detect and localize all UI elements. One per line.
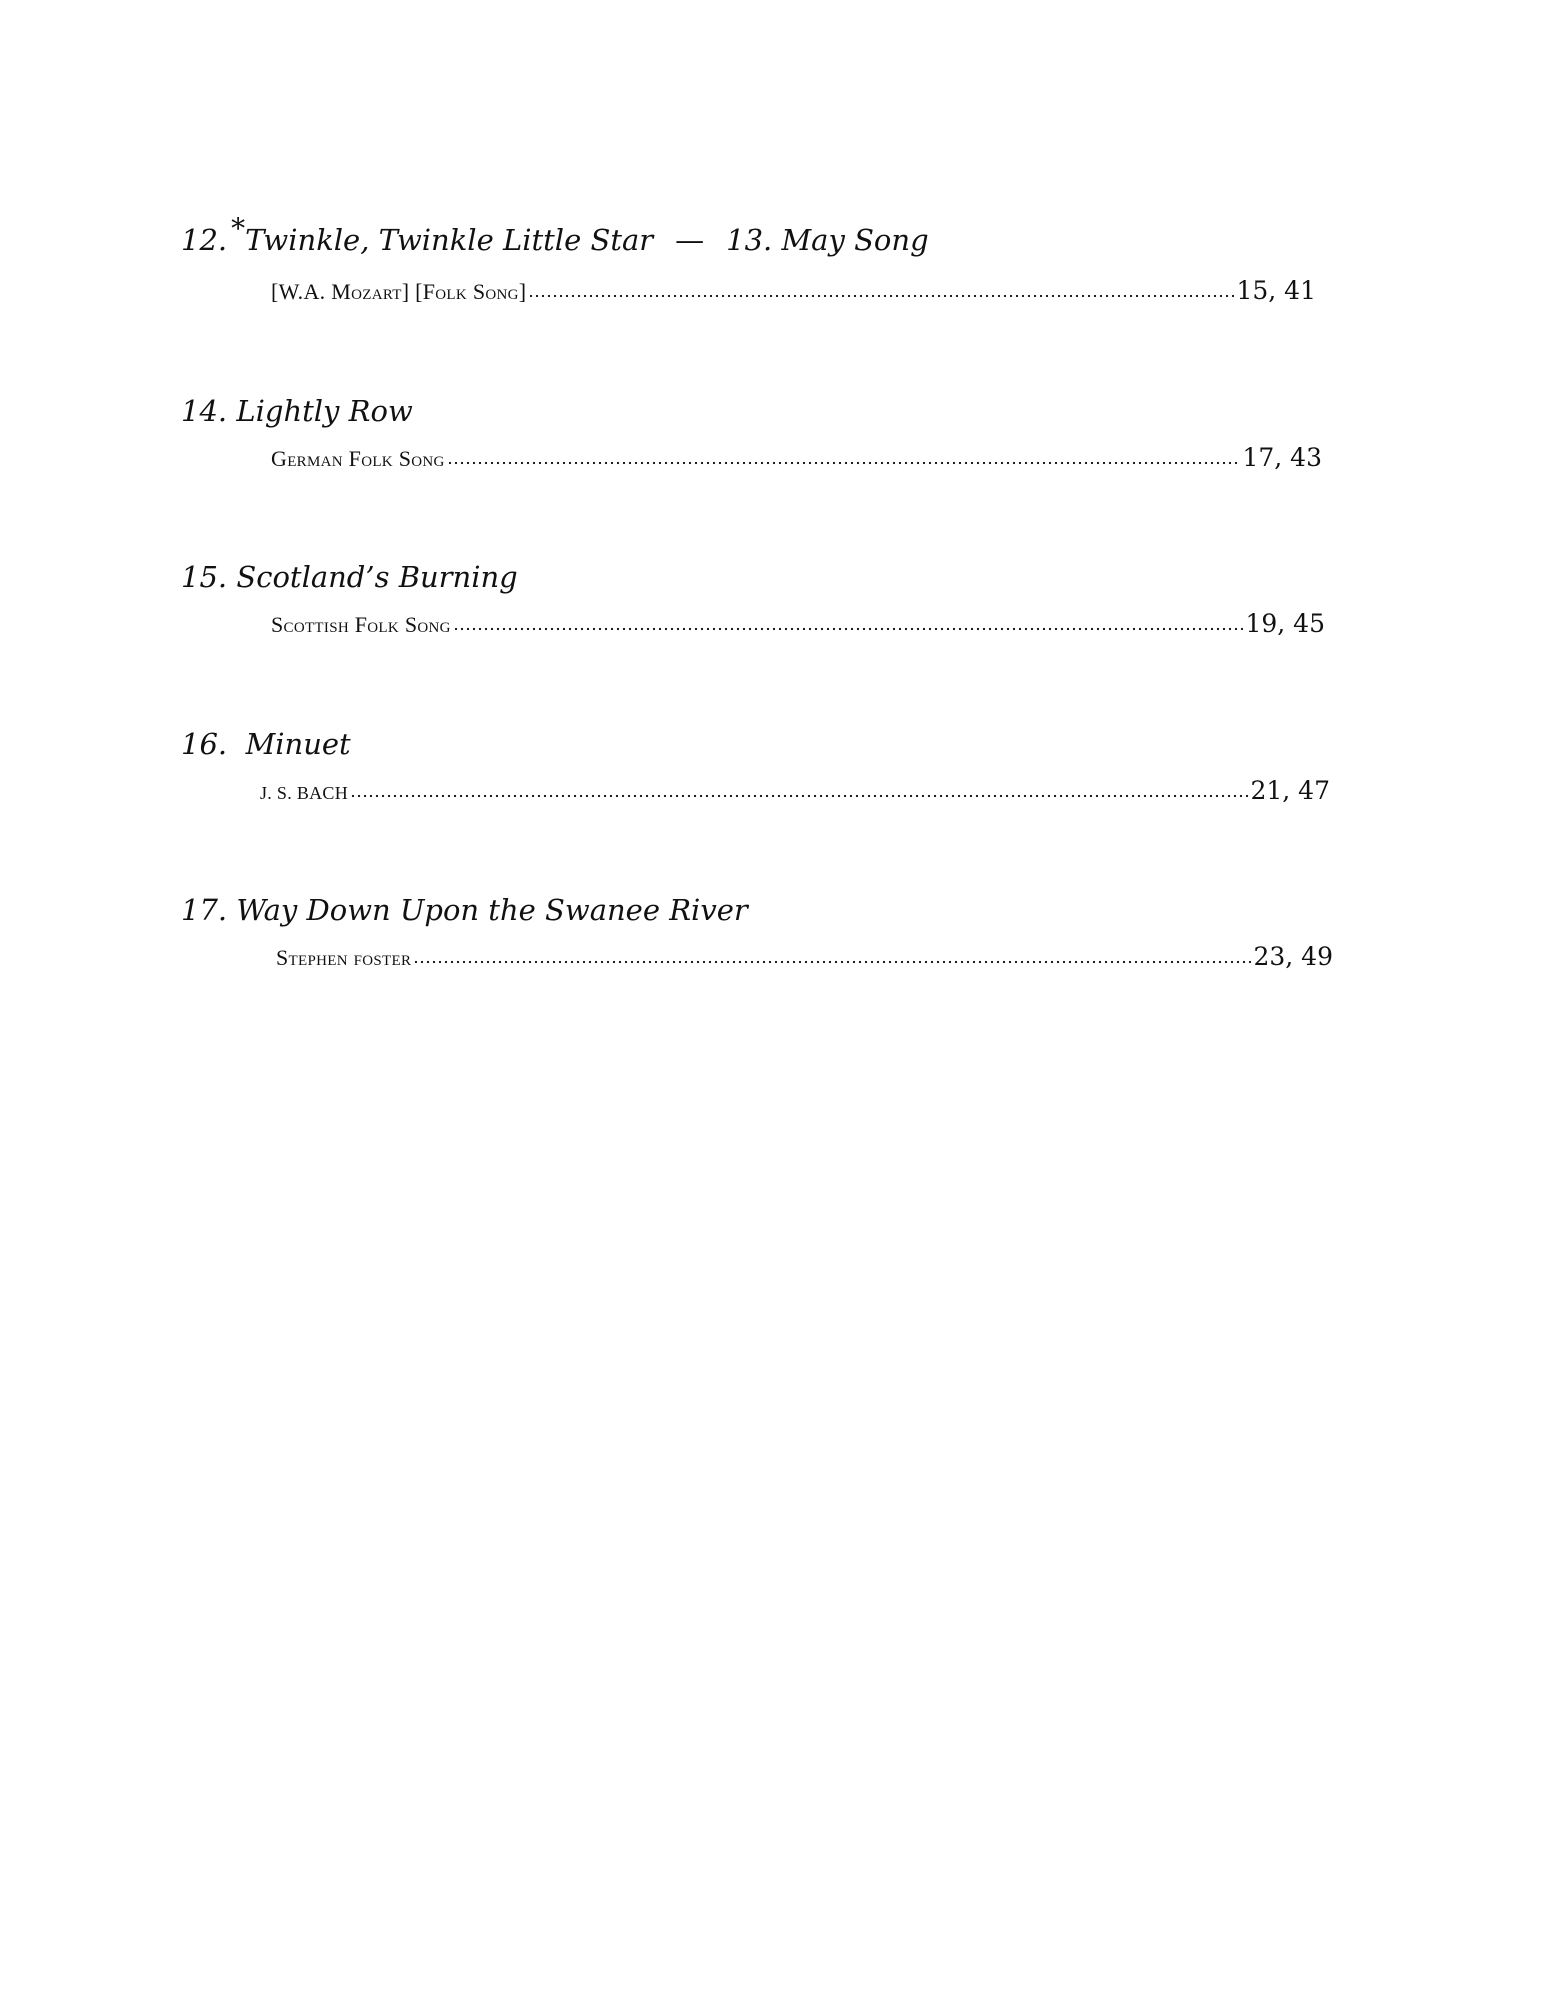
entry-leader-line	[271, 445, 1322, 470]
dot-leader	[528, 294, 1234, 298]
entry-title-text: Minuet	[245, 727, 351, 761]
entry-title	[181, 394, 413, 428]
entry-number: 15.	[181, 560, 228, 594]
entry-title	[181, 727, 351, 761]
dot-leader	[453, 627, 1244, 631]
dot-leader	[447, 461, 1241, 465]
entry-leader-line	[271, 611, 1325, 636]
composer-label: Scottish Folk Song	[271, 612, 451, 637]
entry-number: 17.	[181, 893, 228, 927]
entry-title-text: Twinkle, Twinkle Little Star	[245, 223, 654, 257]
entry-number: 16.	[181, 727, 228, 761]
page-numbers: 15, 41	[1236, 276, 1316, 305]
title-separator-dash: —	[675, 223, 705, 257]
composer-label: Stephen foster	[276, 945, 412, 970]
entry-title	[181, 893, 748, 927]
entry-number: 12.	[181, 223, 228, 257]
entry-title	[181, 212, 929, 257]
entry-title-text: Scotland’s Burning	[236, 560, 518, 594]
page-numbers: 23, 49	[1253, 942, 1333, 971]
page-numbers: 19, 45	[1245, 609, 1325, 638]
entry-leader-line	[276, 944, 1333, 969]
composer-label: J. S. BACH	[260, 783, 349, 803]
entry-number: 14.	[181, 394, 228, 428]
entry-title-text: Way Down Upon the Swanee River	[236, 893, 748, 927]
entry-leader-line	[260, 778, 1330, 803]
second-entry-number: 13.	[726, 223, 773, 257]
entry-leader-line	[271, 278, 1316, 303]
dot-leader	[350, 794, 1248, 798]
composer-label: German Folk Song	[271, 446, 445, 471]
page-numbers: 17, 43	[1242, 443, 1322, 472]
entry-title	[181, 560, 518, 594]
page-numbers: 21, 47	[1250, 776, 1330, 805]
dot-leader	[413, 960, 1251, 964]
second-entry-title-text: May Song	[781, 223, 929, 257]
entry-title-text: Lightly Row	[236, 394, 413, 428]
composer-label: [W.A. Mozart] [Folk Song]	[271, 279, 527, 304]
asterisk-mark: *	[231, 212, 246, 245]
